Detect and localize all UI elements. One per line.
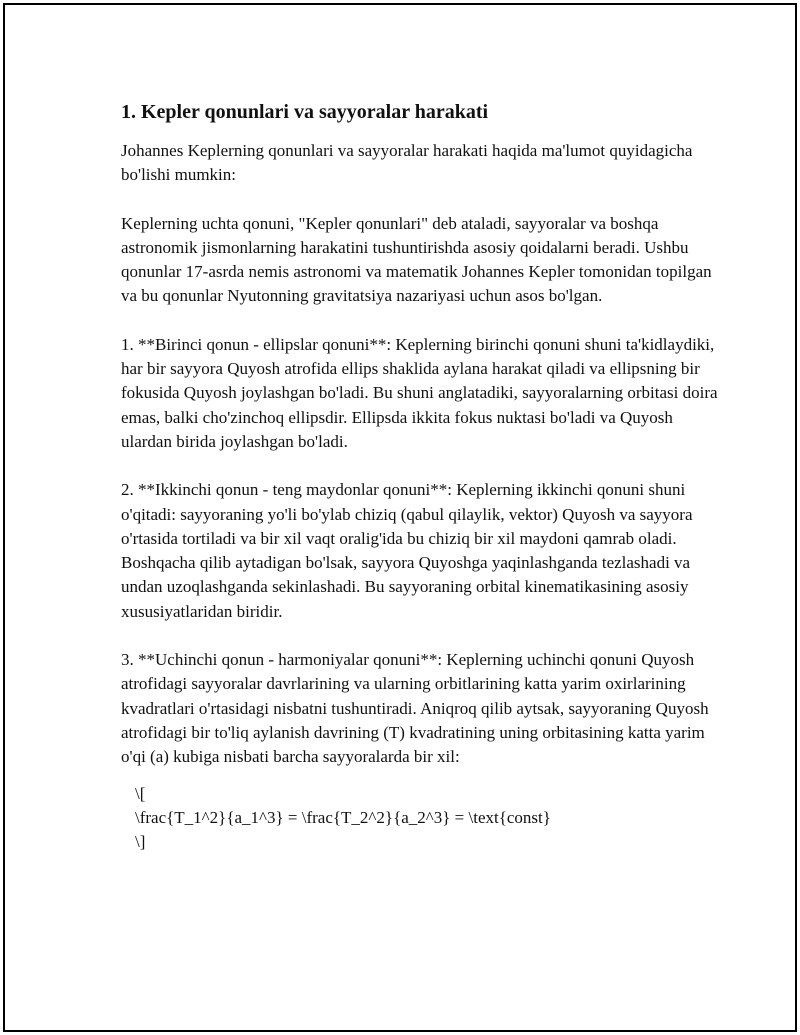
- formula-open-line: \[: [135, 783, 146, 803]
- formula-block: [135, 782, 721, 855]
- page-frame: [3, 3, 797, 1032]
- first-law-paragraph: 1. **Birinci qonun - ellipslar qonuni**: Keplerning birinchi qonuni shuni ta'kidlaydiki, har bir sayyora Quyosh atrofida ellips shaklida aylana harakat qiladi va ellipsning bir fokusida Quyosh joylashgan bo'ladi. Bu shuni anglatadiki, sayyoralarning orbitasi doira emas, balki cho'zinchoq ellipsdir. Ellipsda ikkita fokus nuktasi bo'ladi va Quyosh ulardan birida joylashgan bo'ladi.: [121, 334, 718, 451]
- formula-equation-line: \frac{T_1^2}{a_1^3} = \frac{T_2^2}{a_2^3} = \text{const}: [135, 807, 551, 827]
- third-law-paragraph: 3. **Uchinchi qonun - harmoniyalar qonuni**: Keplerning uchinchi qonuni Quyosh atrofidagi sayyoralar davrlarining va ularning orbitlarining katta yarim oxirlarining kvadratlari o'rtasidagi nisbatni tushuntiradi. Aniqroq qilib aytsak, sayyoraning Quyosh atrofidagi bir to'liq aylanish davrining (T) kvadratining uning orbitasining katta yarim o'qi (a) kubiga nisbati barcha sayyoralarda bir xil:: [121, 650, 709, 767]
- kepler-laws-overview-paragraph: Keplerning uchta qonuni, "Kepler qonunlari" deb ataladi, sayyoralar va boshqa astronomik jismonlarning harakatini tushuntirishda asosiy qoidalarni beradi. Ushbu qonunlar 17-asrda nemis astronomi va matematik Johannes Kepler tomonidan topilgan va bu qonunlar Nyutonning gravitatsiya nazariyasi uchun asos bo'lgan.: [121, 213, 712, 306]
- document-title: 1. Kepler qonunlari va sayyoralar harakati: [121, 101, 489, 123]
- intro-paragraph: Johannes Keplerning qonunlari va sayyoralar harakati haqida ma'lumot quyidagicha bo'lishi mumkin:: [121, 141, 693, 185]
- second-law-paragraph: 2. **Ikkinchi qonun - teng maydonlar qonuni**: Keplerning ikkinchi qonuni shuni o'qitadi: sayyoraning yo'li bo'ylab chiziq (qabul qilaylik, vektor) Quyosh va sayyora o'rtasida tortiladi va bir xil vaqt oralig'ida bu chiziq bir xil maydoni qamrab oladi. Boshqacha qilib aytadigan bo'lsak, sayyora Quyoshga yaqinlashganda tezlashadi va undan uzoqlashganda sekinlashadi. Bu sayyoraning orbital kinematikasining asosiy xususiyatlaridan biridir.: [121, 480, 693, 621]
- document-body: [121, 99, 721, 854]
- formula-close-line: \]: [135, 832, 146, 852]
